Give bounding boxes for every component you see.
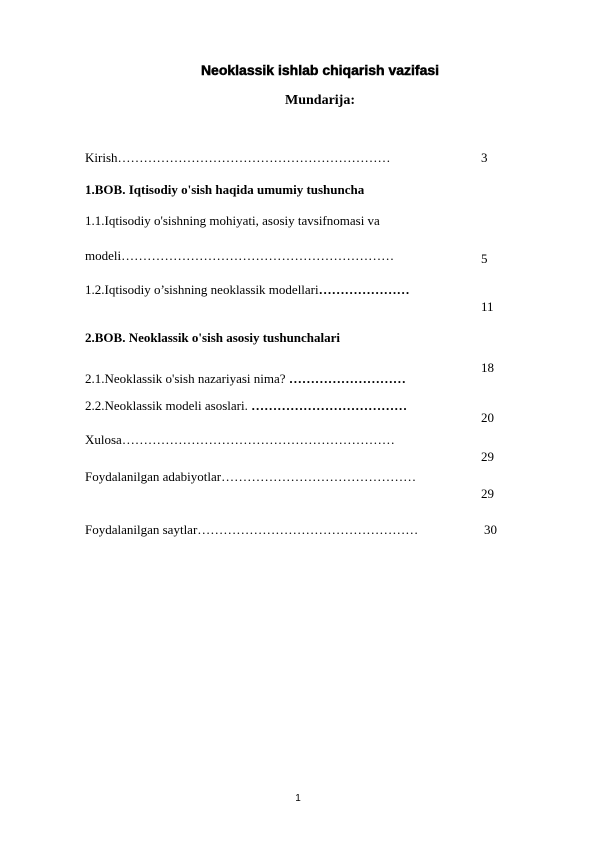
toc-leader-dots: ……………………………………………: [197, 522, 419, 537]
toc-leader-dots: ………………………………: [251, 398, 408, 413]
toc-entry-2-2: [85, 398, 407, 414]
toc-entry-1-2: [85, 282, 410, 298]
toc-chapter-2-heading: 2.BOB. Neoklassik o'sish asosiy tushunchalari: [85, 330, 341, 345]
toc-entry-label: Kirish: [85, 150, 118, 165]
toc-page-number: 29: [481, 486, 494, 501]
toc-entry-label: 2.2.Neoklassik modeli asoslari.: [85, 398, 252, 413]
toc-entry-label: Xulosa: [85, 432, 122, 447]
toc-entry-label: 2.1.Neoklassik o'sish nazariyasi nima?: [85, 371, 289, 386]
document-title: Neoklassik ishlab chiqarish vazifasi: [200, 62, 440, 78]
toc-entry-label: 1.2.Iqtisodiy o’sishning neoklassik modellari: [85, 282, 319, 297]
toc-chapter-1-heading: 1.BOB. Iqtisodiy o'sish haqida umumiy tushuncha: [85, 182, 365, 197]
toc-leader-dots: ………………………: [288, 371, 406, 386]
toc-entry-1-1-line2: [85, 248, 394, 264]
toc-heading: Mundarija:: [285, 93, 355, 108]
toc-entry-label: modeli: [85, 248, 122, 263]
toc-page-number: 18: [481, 360, 494, 375]
toc-leader-dots: ………………………………………: [221, 469, 417, 484]
toc-leader-dots: ………………………………………………………: [121, 432, 395, 447]
toc-page-number: 11: [481, 299, 494, 314]
toc-entry-saytlar: [85, 522, 418, 538]
toc-entry-adabiyotlar: [85, 469, 416, 485]
toc-leader-dots: ………………………………………………………: [121, 248, 395, 263]
toc-page-number: 29: [481, 449, 494, 464]
toc-page-number: 20: [481, 410, 494, 425]
toc-entry-label: Foydalanilgan saytlar: [85, 522, 198, 537]
toc-leader-dots: ………………………………………………………: [117, 150, 391, 165]
toc-page-number: 3: [481, 150, 488, 165]
toc-page-number: 30: [484, 522, 497, 537]
toc-entry-label: Foydalanilgan adabiyotlar: [85, 469, 222, 484]
toc-entry-2-1: [85, 371, 406, 387]
toc-page-number: 5: [481, 251, 488, 266]
toc-leader-dots: …………………: [318, 282, 410, 297]
toc-entry-xulosa: [85, 432, 395, 448]
page-footer-number: 1: [295, 793, 301, 804]
toc-entry-kirish: [85, 150, 391, 166]
toc-entry-1-1-line1: 1.1.Iqtisodiy o'sishning mohiyati, asosiy tavsifnomasi va: [85, 213, 380, 228]
